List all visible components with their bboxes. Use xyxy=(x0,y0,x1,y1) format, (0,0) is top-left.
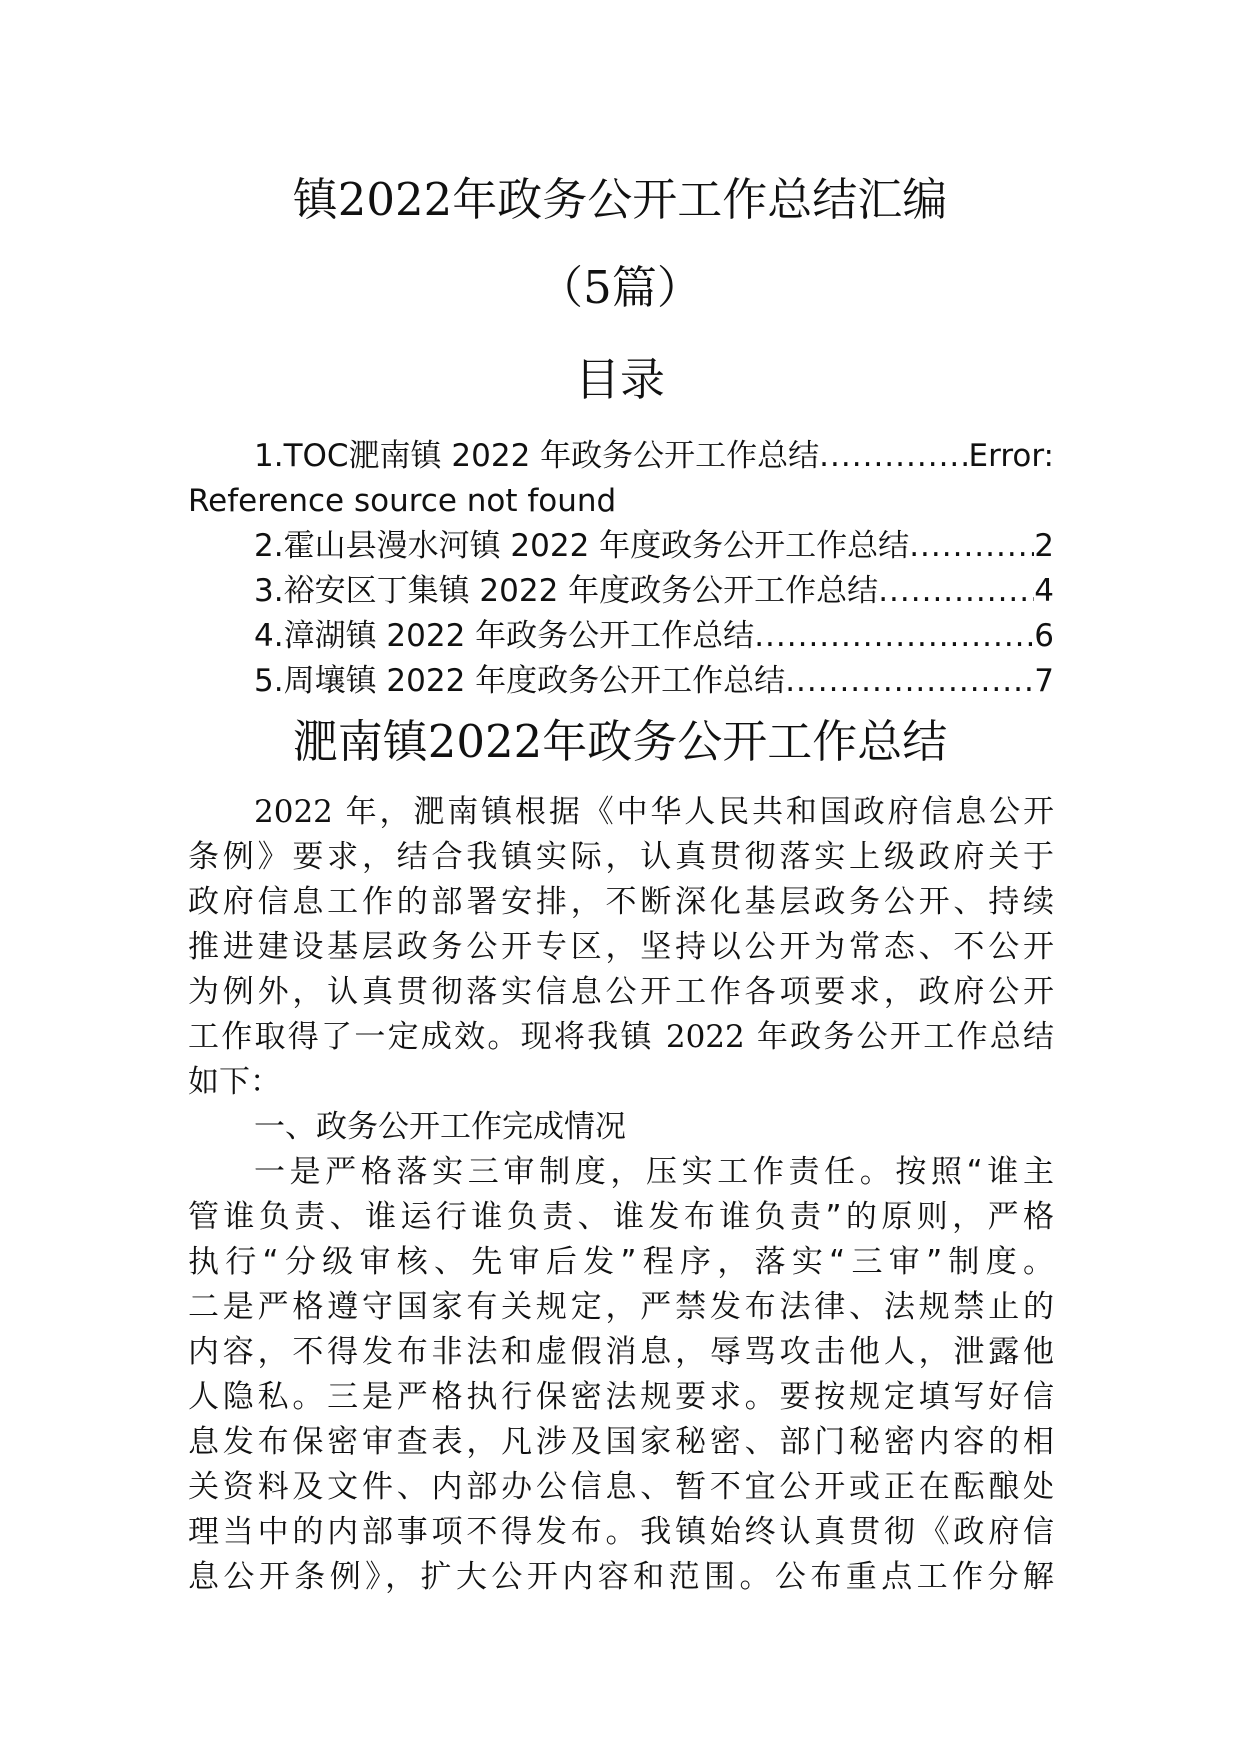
section-heading: 一、政务公开工作完成情况 xyxy=(254,1109,626,1145)
toc-entry-label: 5.周壤镇 2022 年度政务公开工作总结 xyxy=(254,663,786,699)
body-line: 一是严格落实三审制度，压实工作责任。按照“谁主 xyxy=(254,1154,1054,1190)
toc-entry-label: 4.漳湖镇 2022 年政务公开工作总结 xyxy=(254,618,755,654)
toc-entry[interactable] xyxy=(188,434,1054,479)
section-title-prefix: 淝南镇 xyxy=(292,715,428,768)
main-title-prefix: 镇 xyxy=(292,173,338,226)
body-line: 为例外，认真贯彻落实信息公开工作各项要求，政府公开 xyxy=(188,974,1054,1010)
main-title xyxy=(0,170,1240,230)
body-line: 二是严格遵守国家有关规定，严禁发布法律、法规禁止的 xyxy=(188,1289,1054,1325)
body-line-text: 年政务公开工作总结 xyxy=(744,1019,1054,1055)
toc-leader-dots xyxy=(909,524,1034,569)
toc-leader-dots xyxy=(785,659,1034,704)
body-line: 内容，不得发布非法和虚假消息，辱骂攻击他人，泄露他 xyxy=(188,1334,1054,1370)
toc-leader-dots xyxy=(878,569,1034,614)
section-title-suffix: 年政务公开工作总结 xyxy=(542,715,948,768)
body-line: 理当中的内部事项不得发布。我镇始终认真贯彻《政府信 xyxy=(188,1514,1054,1550)
body-line: 推进建设基层政务公开专区，坚持以公开为常态、不公开 xyxy=(188,929,1054,965)
sub-title-num: 5 xyxy=(583,261,612,314)
toc-entry-label: 3.裕安区丁集镇 2022 年度政务公开工作总结 xyxy=(254,573,879,609)
body-text xyxy=(188,790,1054,1600)
body-year: 2022 xyxy=(254,794,333,830)
section-title xyxy=(0,712,1240,772)
body-line: 政府信息工作的部署安排，不断深化基层政务公开、持续 xyxy=(188,884,1054,920)
toc-entry-page: 6 xyxy=(1034,618,1054,654)
table-of-contents xyxy=(188,434,1054,704)
toc-heading: 目录 xyxy=(574,353,665,406)
body-line: 如下： xyxy=(188,1064,281,1100)
body-line: 息发布保密审查表，凡涉及国家秘密、部门秘密内容的相 xyxy=(188,1424,1054,1460)
body-year: 2022 xyxy=(665,1019,745,1055)
toc-entry[interactable] xyxy=(188,569,1054,614)
main-title-year: 2022 xyxy=(337,173,453,226)
sub-title-open: （ xyxy=(538,261,584,314)
main-title-suffix: 年政务公开工作总结汇编 xyxy=(452,173,948,226)
body-line: 条例》要求，结合我镇实际，认真贯彻落实上级政府关于 xyxy=(188,839,1054,875)
toc-entry-wrap: Reference source not found xyxy=(188,483,617,519)
toc-leader-dots xyxy=(754,614,1034,659)
sub-title xyxy=(0,258,1240,318)
body-line: 管谁负责、谁运行谁负责、谁发布谁负责”的原则，严格 xyxy=(188,1199,1054,1235)
toc-entry-page: Error: xyxy=(968,438,1054,474)
sub-title-rest: 篇） xyxy=(611,261,702,314)
section-title-year: 2022 xyxy=(427,715,543,768)
toc-leader-dots xyxy=(819,434,968,479)
body-line xyxy=(188,790,1054,835)
body-line xyxy=(188,1015,1054,1060)
toc-entry[interactable] xyxy=(188,614,1054,659)
body-line: 人隐私。三是严格执行保密法规要求。要按规定填写好信 xyxy=(188,1379,1054,1415)
toc-entry-label: 2.霍山县漫水河镇 2022 年度政务公开工作总结 xyxy=(254,528,910,564)
body-line: 执行“分级审核、先审后发”程序，落实“三审”制度。 xyxy=(188,1244,1054,1280)
toc-entry[interactable] xyxy=(188,524,1054,569)
toc-entry[interactable] xyxy=(188,659,1054,704)
body-line-text: 年，淝南镇根据《中华人民共和国政府信息公开 xyxy=(332,794,1054,830)
toc-entry-page: 2 xyxy=(1034,528,1054,564)
toc-entry-label: 1.TOC淝南镇 2022 年政务公开工作总结 xyxy=(254,438,820,474)
body-line-text: 工作取得了一定成效。现将我镇 xyxy=(188,1019,666,1055)
toc-entry-page: 4 xyxy=(1034,573,1054,609)
body-line: 关资料及文件、内部办公信息、暂不宜公开或正在酝酿处 xyxy=(188,1469,1054,1505)
toc-entry-page: 7 xyxy=(1034,663,1054,699)
body-line: 息公开条例》，扩大公开内容和范围。公布重点工作分解 xyxy=(188,1559,1054,1595)
